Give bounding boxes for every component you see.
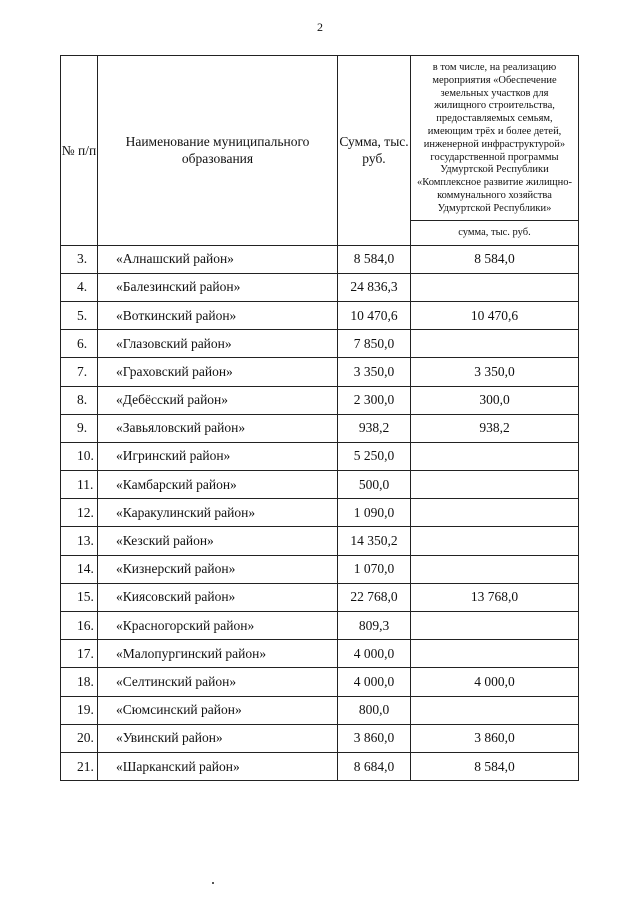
row-sum: 3 860,0 bbox=[338, 724, 411, 752]
table-row bbox=[61, 358, 579, 386]
row-number: 13. bbox=[61, 527, 98, 555]
row-number: 18. bbox=[61, 668, 98, 696]
row-sum: 1 070,0 bbox=[338, 555, 411, 583]
header-name: Наименование муниципального образования bbox=[98, 56, 338, 246]
row-name: «Малопургинский район» bbox=[98, 640, 338, 668]
row-name: «Завьяловский район» bbox=[98, 414, 338, 442]
row-name: «Селтинский район» bbox=[98, 668, 338, 696]
row-sum: 3 350,0 bbox=[338, 358, 411, 386]
row-name: «Кезский район» bbox=[98, 527, 338, 555]
row-number: 6. bbox=[61, 330, 98, 358]
row-sum: 22 768,0 bbox=[338, 583, 411, 611]
table-row bbox=[61, 330, 579, 358]
row-subsidy: 8 584,0 bbox=[411, 245, 579, 273]
table-row bbox=[61, 245, 579, 273]
row-name: «Дебёсский район» bbox=[98, 386, 338, 414]
row-subsidy bbox=[411, 555, 579, 583]
row-subsidy bbox=[411, 612, 579, 640]
row-sum: 2 300,0 bbox=[338, 386, 411, 414]
header-num: № п/п bbox=[61, 56, 98, 246]
row-number: 20. bbox=[61, 724, 98, 752]
row-subsidy: 3 860,0 bbox=[411, 724, 579, 752]
row-name: «Каракулинский район» bbox=[98, 499, 338, 527]
table-row bbox=[61, 386, 579, 414]
table-row bbox=[61, 471, 579, 499]
table-row bbox=[61, 640, 579, 668]
row-sum: 500,0 bbox=[338, 471, 411, 499]
row-name: «Воткинский район» bbox=[98, 301, 338, 329]
row-number: 9. bbox=[61, 414, 98, 442]
row-subsidy bbox=[411, 442, 579, 470]
row-number: 4. bbox=[61, 273, 98, 301]
row-name: «Алнашский район» bbox=[98, 245, 338, 273]
table-row bbox=[61, 612, 579, 640]
row-name: «Глазовский район» bbox=[98, 330, 338, 358]
row-sum: 938,2 bbox=[338, 414, 411, 442]
row-sum: 1 090,0 bbox=[338, 499, 411, 527]
page-number: 2 bbox=[317, 20, 323, 34]
table-row bbox=[61, 301, 579, 329]
row-name: «Шарканский район» bbox=[98, 752, 338, 780]
row-name: «Красногорский район» bbox=[98, 612, 338, 640]
subsidy-table bbox=[60, 55, 579, 781]
header-sum: Сумма, тыс. руб. bbox=[338, 56, 411, 246]
row-subsidy bbox=[411, 499, 579, 527]
row-number: 8. bbox=[61, 386, 98, 414]
row-number: 21. bbox=[61, 752, 98, 780]
table-row bbox=[61, 273, 579, 301]
table-row bbox=[61, 527, 579, 555]
row-sum: 8 684,0 bbox=[338, 752, 411, 780]
row-name: «Увинский район» bbox=[98, 724, 338, 752]
row-subsidy: 4 000,0 bbox=[411, 668, 579, 696]
table-row bbox=[61, 668, 579, 696]
row-name: «Игринский район» bbox=[98, 442, 338, 470]
row-name: «Граховский район» bbox=[98, 358, 338, 386]
table-row bbox=[61, 724, 579, 752]
row-subsidy bbox=[411, 273, 579, 301]
table-row bbox=[61, 752, 579, 780]
row-subsidy: 13 768,0 bbox=[411, 583, 579, 611]
row-number: 5. bbox=[61, 301, 98, 329]
row-sum: 7 850,0 bbox=[338, 330, 411, 358]
row-name: «Балезинский район» bbox=[98, 273, 338, 301]
table-body bbox=[61, 56, 579, 781]
row-sum: 8 584,0 bbox=[338, 245, 411, 273]
row-number: 17. bbox=[61, 640, 98, 668]
table-row bbox=[61, 555, 579, 583]
row-sum: 4 000,0 bbox=[338, 640, 411, 668]
scan-speck bbox=[212, 882, 214, 884]
row-subsidy bbox=[411, 696, 579, 724]
table-row bbox=[61, 583, 579, 611]
header-subsidy: в том числе, на реализацию мероприятия «Обеспечение земельных участков для жилищного строительства, предоставляемых семьям, имеющим трёх и более детей, инженерной инфраструктурой» государственной программы Удмуртской Республики «Комплексное развитие жилищно-коммунального хозяйства Удмуртской Республики» bbox=[411, 56, 579, 221]
row-subsidy: 10 470,6 bbox=[411, 301, 579, 329]
row-subsidy: 3 350,0 bbox=[411, 358, 579, 386]
row-sum: 4 000,0 bbox=[338, 668, 411, 696]
row-number: 14. bbox=[61, 555, 98, 583]
row-subsidy bbox=[411, 330, 579, 358]
row-sum: 5 250,0 bbox=[338, 442, 411, 470]
row-number: 12. bbox=[61, 499, 98, 527]
row-number: 19. bbox=[61, 696, 98, 724]
row-sum: 800,0 bbox=[338, 696, 411, 724]
row-name: «Сюмсинский район» bbox=[98, 696, 338, 724]
row-sum: 24 836,3 bbox=[338, 273, 411, 301]
row-name: «Камбарский район» bbox=[98, 471, 338, 499]
table-row bbox=[61, 696, 579, 724]
row-number: 10. bbox=[61, 442, 98, 470]
row-number: 3. bbox=[61, 245, 98, 273]
table-row bbox=[61, 499, 579, 527]
row-number: 7. bbox=[61, 358, 98, 386]
row-sum: 14 350,2 bbox=[338, 527, 411, 555]
row-subsidy: 300,0 bbox=[411, 386, 579, 414]
row-sum: 10 470,6 bbox=[338, 301, 411, 329]
row-number: 11. bbox=[61, 471, 98, 499]
table-row bbox=[61, 414, 579, 442]
table-row bbox=[61, 442, 579, 470]
header-subsidy-unit: сумма, тыс. руб. bbox=[411, 220, 579, 245]
row-subsidy: 8 584,0 bbox=[411, 752, 579, 780]
row-sum: 809,3 bbox=[338, 612, 411, 640]
row-number: 16. bbox=[61, 612, 98, 640]
header-row bbox=[61, 56, 579, 221]
row-name: «Киясовский район» bbox=[98, 583, 338, 611]
row-subsidy bbox=[411, 527, 579, 555]
row-subsidy bbox=[411, 471, 579, 499]
row-subsidy: 938,2 bbox=[411, 414, 579, 442]
row-name: «Кизнерский район» bbox=[98, 555, 338, 583]
row-number: 15. bbox=[61, 583, 98, 611]
row-subsidy bbox=[411, 640, 579, 668]
